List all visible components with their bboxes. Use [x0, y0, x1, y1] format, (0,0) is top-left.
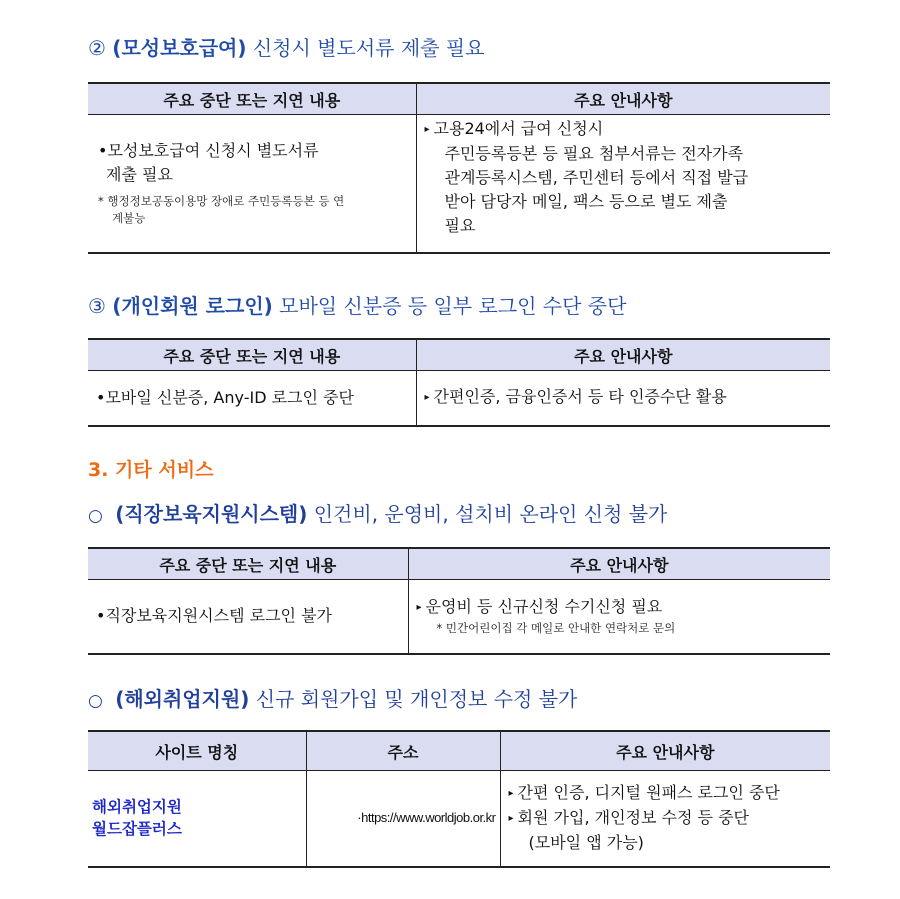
overseas-table	[88, 730, 830, 868]
maternity-table	[88, 82, 830, 254]
circle-bullet-icon: ○	[88, 506, 103, 526]
maternity-left-cell	[88, 115, 416, 253]
maternity-right-line-2: 주민등록등본 등 필요 첨부서류는 전자가족	[444, 144, 744, 163]
circle-bullet-icon: ○	[88, 691, 103, 711]
login-table	[88, 338, 830, 427]
overseas-site-name-2: 월드잡플러스	[92, 820, 182, 839]
overseas-site-cell	[88, 771, 306, 867]
overseas-info-2: 회원 가입, 개인정보 수정 등 중단	[517, 808, 749, 828]
childcare-right-note: * 민간어린이집 각 메일로 안내한 연락처로 문의	[436, 621, 676, 636]
childcare-title-rest: 인건비, 운영비, 설치비 온라인 신청 불가	[313, 502, 668, 526]
overseas-bold-title: (해외취업지원)	[115, 687, 250, 711]
triangle-bullet-icon: ▸	[424, 124, 430, 135]
triangle-bullet-icon: ▸	[416, 602, 422, 614]
childcare-table	[88, 547, 830, 655]
maternity-left-main-2: 제출 필요	[106, 165, 173, 185]
overseas-site-name-1: 해외취업지원	[92, 798, 182, 817]
overseas-info-1: 간편 인증, 디지털 원패스 로그인 중단	[517, 783, 780, 803]
overseas-info-3: (모바일 앱 가능)	[528, 833, 644, 853]
section-2-title-rest: 신청시 별도서류 제출 필요	[252, 36, 485, 60]
childcare-right-cell	[408, 580, 830, 654]
triangle-bullet-icon: ▸	[424, 392, 430, 404]
maternity-right-line-3: 관계등록시스템, 주민센터 등에서 직접 발급	[444, 168, 749, 187]
maternity-right-cell	[416, 115, 830, 253]
childcare-header-right: 주요 안내사항	[408, 548, 830, 580]
section-3-title-rest: 모바일 신분증 등 일부 로그인 수단 중단	[279, 294, 627, 318]
childcare-heading	[88, 498, 667, 527]
overseas-header-info: 주요 안내사항	[500, 731, 830, 771]
login-right-text: 간편인증, 금융인증서 등 타 인증수단 활용	[433, 387, 727, 407]
login-header-left: 주요 중단 또는 지연 내용	[88, 339, 416, 371]
overseas-heading	[88, 683, 577, 712]
circled-number-2: ②	[88, 36, 106, 60]
maternity-left-note-2: 계불능	[112, 211, 146, 226]
overseas-url-link[interactable]: ·https://www.worldjob.or.kr	[306, 771, 500, 867]
section-3-bold-title: (개인회원 로그인)	[112, 294, 273, 318]
maternity-header-right: 주요 안내사항	[416, 83, 830, 115]
circled-number-3: ③	[88, 294, 106, 318]
section-2-bold-title: (모성보호급여)	[112, 36, 247, 60]
maternity-right-line-1: 고용24에서 급여 신청시	[433, 119, 604, 138]
childcare-right-text: 운영비 등 신규신청 수기신청 필요	[425, 597, 663, 617]
childcare-bold-title: (직장보육지원시스템)	[115, 502, 308, 526]
overseas-info-cell	[500, 771, 830, 867]
maternity-left-note-1: * 행정정보공동이용망 장애로 주민등록등본 등 연	[98, 194, 345, 209]
login-right-cell	[416, 371, 830, 426]
section-2-heading	[88, 32, 484, 61]
triangle-bullet-icon: ▸	[508, 813, 514, 825]
triangle-bullet-icon: ▸	[508, 788, 514, 800]
section-3-heading	[88, 290, 626, 319]
overseas-title-rest: 신규 회원가입 및 개인정보 수정 불가	[255, 687, 578, 711]
other-services-title: 3. 기타 서비스	[88, 459, 214, 481]
login-left-cell: •모바일 신분증, Any-ID 로그인 중단	[96, 387, 354, 407]
maternity-right-line-4: 받아 담당자 메일, 팩스 등으로 별도 제출	[444, 192, 728, 211]
maternity-header-left: 주요 중단 또는 지연 내용	[88, 83, 416, 115]
login-header-right: 주요 안내사항	[416, 339, 830, 371]
maternity-right-line-5: 필요	[444, 216, 476, 235]
maternity-left-main-1: •모성보호급여 신청시 별도서류	[98, 141, 319, 161]
childcare-header-left: 주요 중단 또는 지연 내용	[88, 548, 408, 580]
overseas-header-site: 사이트 명칭	[88, 731, 306, 771]
overseas-header-address: 주소	[306, 731, 500, 771]
childcare-left-cell: •직장보육지원시스템 로그인 불가	[96, 606, 332, 626]
